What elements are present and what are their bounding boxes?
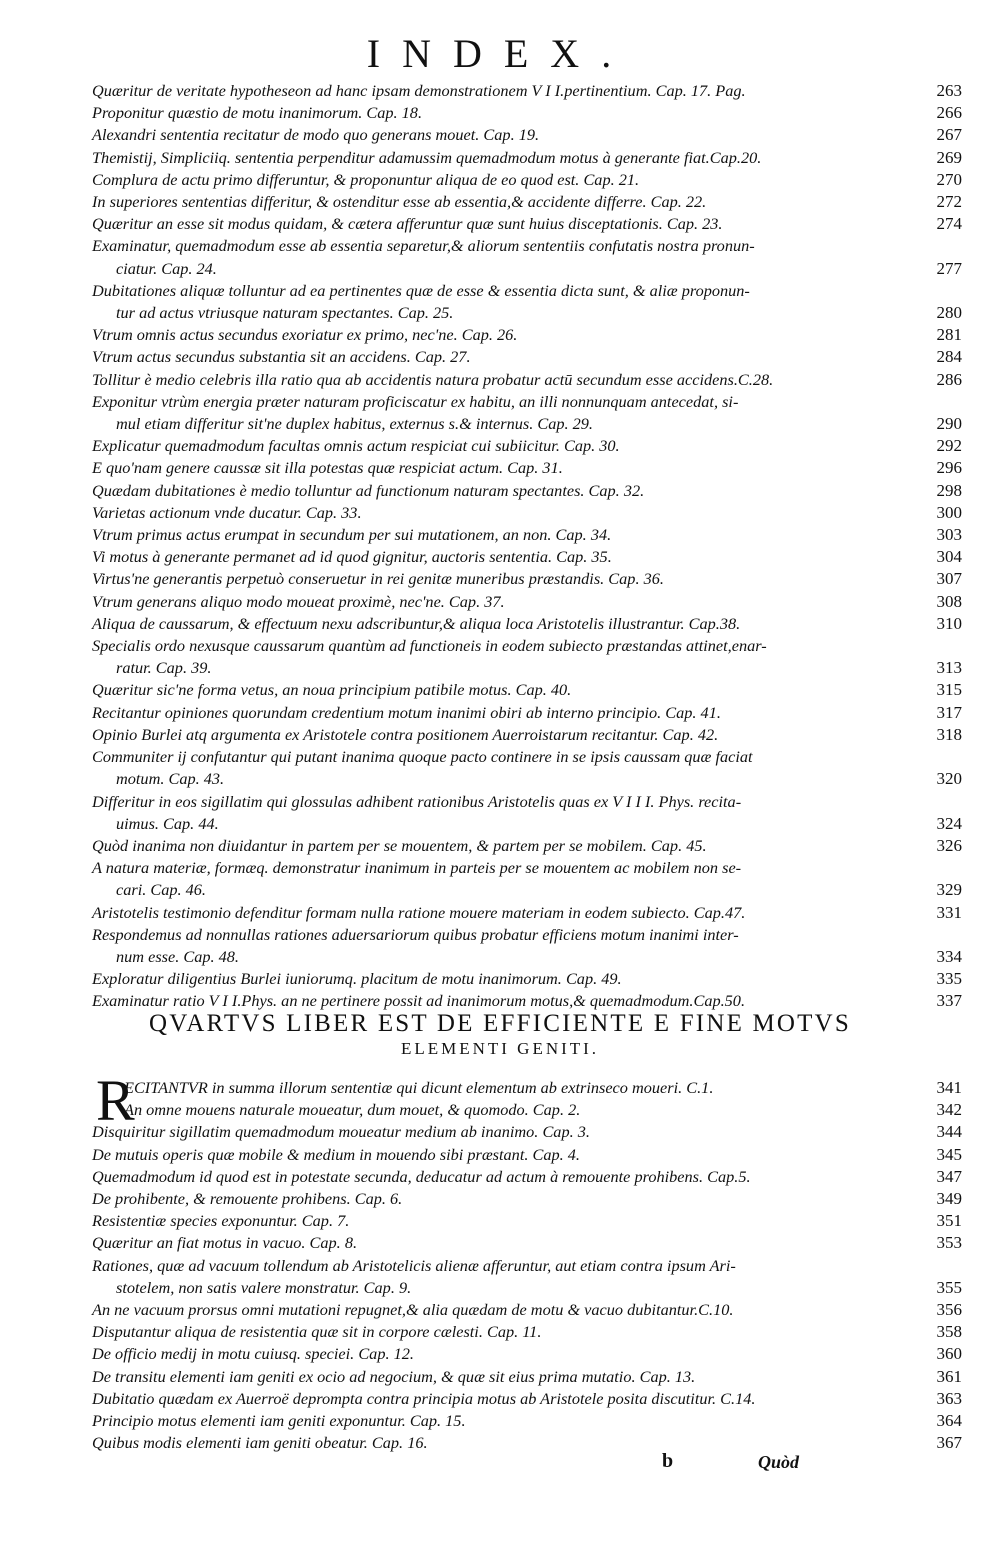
entry-text: De officio medij in motu cuiusq. speciei. Cap. 12.: [92, 1344, 414, 1364]
page-number: 344: [936, 1122, 962, 1142]
index-entry: [92, 702, 962, 724]
entry-text: Quæritur sic'ne forma vetus, an noua principium patibile motus. Cap. 40.: [92, 680, 572, 700]
drop-cap: R: [96, 1068, 135, 1133]
index-entry: [92, 1210, 962, 1232]
entry-text: In superiores sententias differitur, & ostenditur esse ab essentia,& accidente differre. Cap. 22.: [92, 192, 707, 212]
entry-continuation: ratur. Cap. 39.: [116, 658, 212, 678]
index-entry: [92, 346, 962, 368]
index-entry: [92, 1166, 962, 1188]
page-number: 266: [936, 103, 962, 123]
entry-continuation: An omne mouens naturale moueatur, dum mouet, & quomodo. Cap. 2.: [124, 1100, 581, 1120]
index-entry: [92, 324, 962, 346]
index-entry: [92, 1410, 962, 1432]
entry-text: Dubitatio quædam ex Auerroë deprompta contra principia motus ab Aristotele posita discutitur. C.14.: [92, 1388, 756, 1408]
entry-text: Vtrum generans aliquo modo moueat proximè, nec'ne. Cap. 37.: [92, 591, 505, 611]
entry-text: Rationes, quæ ad vacuum tollendum ab Aristotelicis alienæ afferuntur, aut etiam contra ipsum Ari-: [92, 1255, 736, 1275]
page-number: 355: [936, 1277, 962, 1297]
page-number: 361: [936, 1366, 962, 1386]
page-number: 263: [936, 81, 962, 100]
page-number: 307: [936, 569, 962, 589]
index-entry: [92, 546, 962, 568]
index-entry: [92, 391, 962, 435]
index-entry: [92, 435, 962, 457]
entry-continuation: num esse. Cap. 48.: [116, 946, 240, 966]
index-entry: [92, 679, 962, 701]
entry-continuation: tur ad actus vtriusque naturam spectantes. Cap. 25.: [116, 303, 454, 323]
page-number: 326: [936, 835, 962, 855]
entry-continuation: stotelem, non satis valere monstratur. Cap. 9.: [116, 1277, 412, 1297]
page-number: 349: [936, 1189, 962, 1209]
page-number: 315: [936, 680, 962, 700]
index-entry: [92, 902, 962, 924]
page-number: 342: [936, 1100, 962, 1120]
entry-text: Aliqua de caussarum, & effectuum nexu adscribuntur,& aliqua loca Aristotelis illustrantur. Cap.38.: [92, 613, 741, 633]
index-entry: [92, 724, 962, 746]
catchword: Quòd: [758, 1452, 800, 1472]
entry-text: Exponitur vtrùm energia præter naturam proficiscatur ex habitu, an illi nonnunquam antecedat, si-: [92, 391, 739, 411]
entry-text: Quædam dubitationes è medio tolluntur ad functionum naturam spectantes. Cap. 32.: [92, 480, 645, 500]
page-number: 303: [936, 525, 962, 545]
page-number: 329: [936, 880, 962, 900]
page-number: 296: [936, 458, 962, 478]
index-entry: [92, 1388, 962, 1410]
entry-text: Disquiritur sigillatim quemadmodum moueatur medium ab inanimo. Cap. 3.: [92, 1122, 590, 1142]
page-number: 334: [936, 946, 962, 966]
entry-text: E quo'nam genere caussæ sit illa potestas quæ respiciat actum. Cap. 31.: [92, 458, 563, 478]
page-number: 367: [936, 1433, 962, 1453]
page-number: 286: [936, 369, 962, 389]
index-entry: [92, 457, 962, 479]
entry-text: Themistij, Simpliciiq. sententia perpenditur adamussim quemadmodum motus à generante fiat.Cap.20.: [92, 147, 762, 167]
entry-text: Exploratur diligentius Burlei iuniorumq. placitum de motu inanimorum. Cap. 49.: [92, 969, 622, 989]
page-number: 335: [936, 969, 962, 989]
entry-text: A natura materiæ, formæq. demonstratur inanimum in parteis per se mouentem ac mobilem non se-: [92, 858, 742, 878]
entry-text: Aristotelis testimonio defenditur formam nulla ratione mouere materiam in eodem subiecto. Cap.47.: [92, 902, 746, 922]
page-number: 318: [936, 724, 962, 744]
entry-text: Recitantur opiniones quorundam credentium motum inanimi obiri ab interno principio. Cap. 41.: [92, 702, 721, 722]
page-number: 274: [936, 214, 962, 234]
entry-text: Tollitur è medio celebris illa ratio qua ab accidentis natura probatur actū secundum esse accidens.C.28.: [92, 369, 774, 389]
entry-text: Varietas actionum vnde ducatur. Cap. 33.: [92, 502, 362, 522]
page-number: 337: [936, 991, 962, 1011]
index-entry: [92, 1144, 962, 1166]
page-number: 331: [936, 902, 962, 922]
index-entry: [92, 480, 962, 502]
page-number: 363: [936, 1388, 962, 1408]
page-number: 324: [936, 813, 962, 833]
index-entry: [92, 1121, 962, 1143]
page-number: 277: [936, 258, 962, 278]
entry-text: De prohibente, & remouente prohibens. Cap. 6.: [92, 1189, 403, 1209]
page-number: 292: [936, 436, 962, 456]
index-entry: [92, 635, 962, 679]
index-entry: [92, 1232, 962, 1254]
page-number: 364: [936, 1411, 962, 1431]
index-entry: [92, 147, 962, 169]
index-entry: [92, 591, 962, 613]
entry-continuation: ciatur. Cap. 24.: [116, 258, 217, 278]
entry-text: Quæritur an esse sit modus quidam, & cætera afferuntur quæ sunt huius disceptationis. Cap. 23.: [92, 214, 723, 234]
page-number: 280: [936, 303, 962, 323]
index-entry: [92, 280, 962, 324]
page-number: 317: [936, 702, 962, 722]
index-entry: [92, 169, 962, 191]
page-number: 308: [936, 591, 962, 611]
index-entry: [92, 213, 962, 235]
entry-text: Communiter ij confutantur qui putant inanima quoque pacto continere in se ipsis caussam quæ faciat: [92, 747, 753, 767]
index-entry: [92, 1343, 962, 1365]
page-number: 360: [936, 1344, 962, 1364]
entry-text: Proponitur quæstio de motu inanimorum. Cap. 18.: [92, 103, 423, 123]
signature-mark: b: [662, 1450, 674, 1472]
entry-text: Vi motus à generante permanet ad id quod gignitur, auctoris sententia. Cap. 35.: [92, 547, 612, 567]
index-entry: [92, 124, 962, 146]
index-entry: [92, 568, 962, 590]
index-entry: [92, 857, 962, 901]
page-number: 310: [936, 613, 962, 633]
entry-continuation: uimus. Cap. 44.: [116, 813, 219, 833]
entry-text: Dubitationes aliquæ tolluntur ad ea pertinentes quæ de esse & essentia dicta sunt, & aliæ proponun-: [92, 280, 750, 300]
entry-text: De mutuis operis quæ mobile & medium in mouendo sibi præstant. Cap. 4.: [92, 1144, 580, 1164]
index-entry: [92, 524, 962, 546]
entry-text: Complura de actu primo differuntur, & proponuntur aliqua de eo quod est. Cap. 21.: [92, 169, 640, 189]
index-entry: [92, 1188, 962, 1210]
entry-text: Vtrum omnis actus secundus exoriatur ex primo, nec'ne. Cap. 26.: [92, 325, 518, 345]
page-number: 290: [936, 414, 962, 434]
entry-text: Opinio Burlei atq argumenta ex Aristotele contra positionem Auerroistarum recitantur. Cap. 42.: [92, 724, 719, 744]
entry-text: Explicatur quemadmodum facultas omnis actum respiciat cui subiicitur. Cap. 30.: [92, 436, 620, 456]
page-number: 298: [936, 480, 962, 500]
page-number: 270: [936, 169, 962, 189]
index-entry: [92, 924, 962, 968]
entry-text: An ne vacuum prorsus omni mutationi repugnet,& alia quædam de motu & vacuo dubitantur.C.10.: [92, 1300, 734, 1320]
entry-continuation: cari. Cap. 46.: [116, 880, 207, 900]
index-entry: [92, 1077, 962, 1121]
entry-text: Differitur in eos sigillatim qui glossulas adhibent rationibus Aristotelis quas ex V I I I. Phys. recita-: [92, 791, 742, 811]
page-number: 345: [936, 1144, 962, 1164]
section-heading: [0, 1010, 1000, 1060]
index-entry: [92, 613, 962, 635]
entry-text: Respondemus ad nonnullas rationes aduersariorum quibus probatur efficiens motum inanimi inter-: [92, 924, 739, 944]
entry-text: Vtrum primus actus erumpat in secundum per sui mutationem, an non. Cap. 34.: [92, 525, 612, 545]
page-number: 267: [936, 125, 962, 145]
entry-text: Disputantur aliqua de resistentia quæ sit in corpore cælesti. Cap. 11.: [92, 1322, 542, 1342]
page-number: 358: [936, 1322, 962, 1342]
entry-text: Alexandri sententia recitatur de modo quo generans mouet. Cap. 19.: [92, 125, 540, 145]
page-number: 284: [936, 347, 962, 367]
index-section-1: [92, 80, 962, 1013]
entry-text: Examinatur ratio V I I.Phys. an ne pertinere possit ad inanimorum motus,& quemadmodum.Cap.50.: [92, 991, 746, 1011]
entry-continuation: motum. Cap. 43.: [116, 769, 225, 789]
entry-text: Quæritur de veritate hypotheseon ad hanc ipsam demonstrationem V I I.pertinentium. Cap. 17. Pag.: [92, 81, 746, 100]
index-entry: [92, 1299, 962, 1321]
entry-text: Vtrum actus secundus substantia sit an accidens. Cap. 27.: [92, 347, 471, 367]
entry-text: Specialis ordo nexusque caussarum quantùm ad functioneis in eodem subiecto præstandas attinet,enar-: [92, 636, 767, 656]
entry-text: Quibus modis elementi iam geniti obeatur. Cap. 16.: [92, 1433, 428, 1453]
entry-text: Quòd inanima non diuidantur in partem per se mouentem, & partem per se mobilem. Cap. 45.: [92, 835, 707, 855]
entry-text: Quemadmodum id quod est in potestate secunda, deducatur ad actum à remouente prohibens. Cap.5.: [92, 1166, 751, 1186]
entry-text: Quæritur an fiat motus in vacuo. Cap. 8.: [92, 1233, 358, 1253]
page-number: 313: [936, 658, 962, 678]
page-number: 272: [936, 192, 962, 212]
page-number: 320: [936, 769, 962, 789]
index-entry: [92, 968, 962, 990]
page-number: 269: [936, 147, 962, 167]
index-entry: [92, 791, 962, 835]
index-entry: [92, 1321, 962, 1343]
index-entry: [92, 80, 962, 102]
index-entry: [92, 369, 962, 391]
entry-text: De transitu elementi iam geniti ex ocio ad negocium, & quæ sit eius prima mutatio. Cap. 13.: [92, 1366, 696, 1386]
section-heading-line-1: QVARTVS LIBER EST DE EFFICIENTE E FINE MOTVS: [148, 1010, 852, 1037]
entry-text: Examinatur, quemadmodum esse ab essentia separetur,& aliorum sententiis confutatis nostra pronun-: [92, 236, 755, 256]
entry-continuation: mul etiam differitur sit'ne duplex habitus, externus s.& internus. Cap. 29.: [116, 414, 593, 434]
index-section-2: [92, 1077, 962, 1454]
page-number: 300: [936, 502, 962, 522]
page-number: 351: [936, 1211, 962, 1231]
page-title: INDEX.: [366, 31, 634, 76]
section-heading-line-2: ELEMENTI GENITI.: [400, 1039, 600, 1058]
index-entry: [92, 235, 962, 279]
entry-text: Resistentiæ species exponuntur. Cap. 7.: [92, 1211, 350, 1231]
index-entry: [92, 102, 962, 124]
index-entry: [92, 191, 962, 213]
index-entry: [92, 835, 962, 857]
index-entry: [92, 502, 962, 524]
entry-text: Principio motus elementi iam geniti exponuntur. Cap. 15.: [92, 1411, 466, 1431]
index-entry: [92, 1366, 962, 1388]
index-entry: [92, 1255, 962, 1299]
page-number: 341: [936, 1078, 962, 1098]
page-number: 281: [936, 325, 962, 345]
page-number: 353: [936, 1233, 962, 1253]
entry-text: ECITANTVR in summa illorum sententiæ qui dicunt elementum ab extrinseco moueri. C.1.: [124, 1078, 714, 1097]
entry-text: Virtus'ne generantis perpetuò conseruetur in rei genitæ muneribus præstandis. Cap. 36.: [92, 569, 664, 589]
page-number: 304: [936, 547, 962, 567]
index-entry: [92, 746, 962, 790]
page-number: 356: [936, 1300, 962, 1320]
page-number: 347: [936, 1166, 962, 1186]
